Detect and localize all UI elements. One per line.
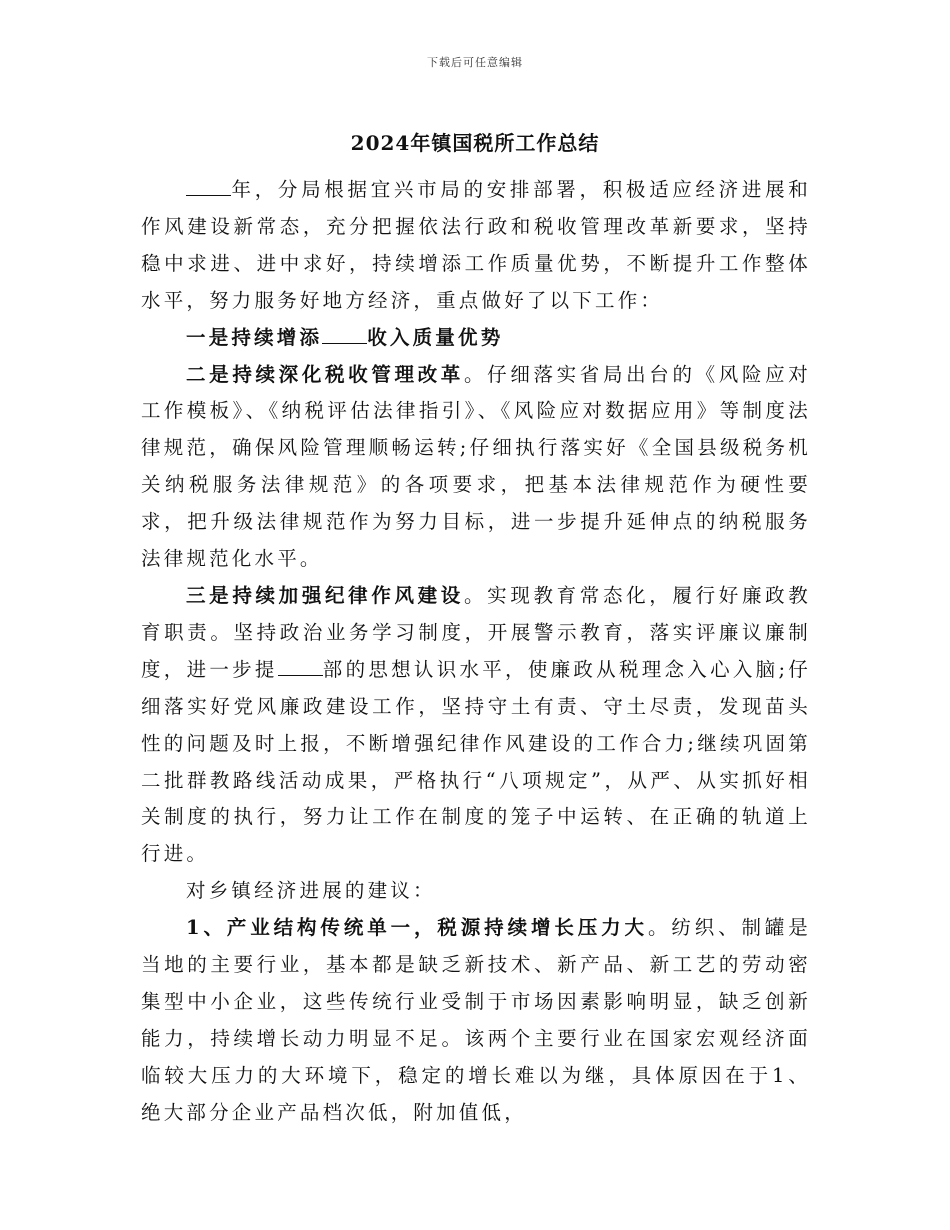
paragraph-text: 对乡镇经济进展的建议： xyxy=(186,879,436,903)
document-body xyxy=(141,172,811,1132)
paragraph-intro xyxy=(141,172,811,320)
paragraph-heading: 三是持续加强纪律作风建设 xyxy=(186,583,464,607)
paragraph-heading: 二是持续深化税收管理改革 xyxy=(186,362,464,386)
paragraph-heading: 1、产业结构传统单一，税源持续增长压力大 xyxy=(186,916,648,940)
paragraph-text-cont: 部的思想认识水平，使廉政从税理念入心入脑;仔细落实好党风廉政建设工作，坚持守土有责、守土尽责，发现苗头性的问题及时上报，不断增强纪律作风建设的工作合力;继续巩固第二批群教路线活动成果，严格执行“八项规定”，从严、从实抓好相关制度的执行，努力让工作在制度的笼子中运转、在正确的轨道上行进。 xyxy=(141,657,811,866)
paragraph-suggestion-1 xyxy=(141,910,811,1131)
fill-blank xyxy=(322,327,367,344)
paragraph-item-2 xyxy=(141,357,811,578)
document-title: 2024年镇国税所工作总结 xyxy=(350,131,600,155)
paragraph-item-3 xyxy=(141,578,811,873)
header-note: 下载后可任意编辑 xyxy=(427,56,523,69)
paragraph-suggestions xyxy=(141,873,811,910)
paragraph-text: 年，分局根据宜兴市局的安排部署，积极适应经济进展和作风建设新常态，充分把握依法行政和税收管理改革新要求，坚持稳中求进、进中求好，持续增添工作质量优势，不断提升工作整体水平，努力服务好地方经济，重点做好了以下工作： xyxy=(141,178,811,312)
paragraph-text: 。仔细落实省局出台的《风险应对工作模板》、《纳税评估法律指引》、《风险应对数据应用》等制度法律规范，确保风险管理顺畅运转;仔细执行落实好《全国县级税务机关纳税服务法律规范》的各项要求，把基本法律规范作为硬性要求，把升级法律规范作为努力目标，进一步提升延伸点的纳税服务法律规范化水平。 xyxy=(141,362,811,571)
paragraph-item-1 xyxy=(141,320,811,357)
paragraph-text: 。实现教育常态化，履行好廉政教育职责。坚持政治业务学习制度，开展警示教育，落实评廉议廉制度，进一步提 xyxy=(141,583,811,681)
fill-blank xyxy=(278,659,323,676)
fill-blank xyxy=(186,179,231,196)
paragraph-heading: 一是持续增添 xyxy=(186,325,323,349)
paragraph-heading-cont: 收入质量优势 xyxy=(367,325,504,349)
paragraph-text: 。纺织、制罐是当地的主要行业，基本都是缺乏新技术、新产品、新工艺的劳动密集型中小企业，这些传统行业受制于市场因素影响明显，缺乏创新能力，持续增长动力明显不足。该两个主要行业在国家宏观经济面临较大压力的大环境下，稳定的增长难以为继，具体原因在于1、绝大部分企业产品档次低，附加值低， xyxy=(141,916,811,1124)
